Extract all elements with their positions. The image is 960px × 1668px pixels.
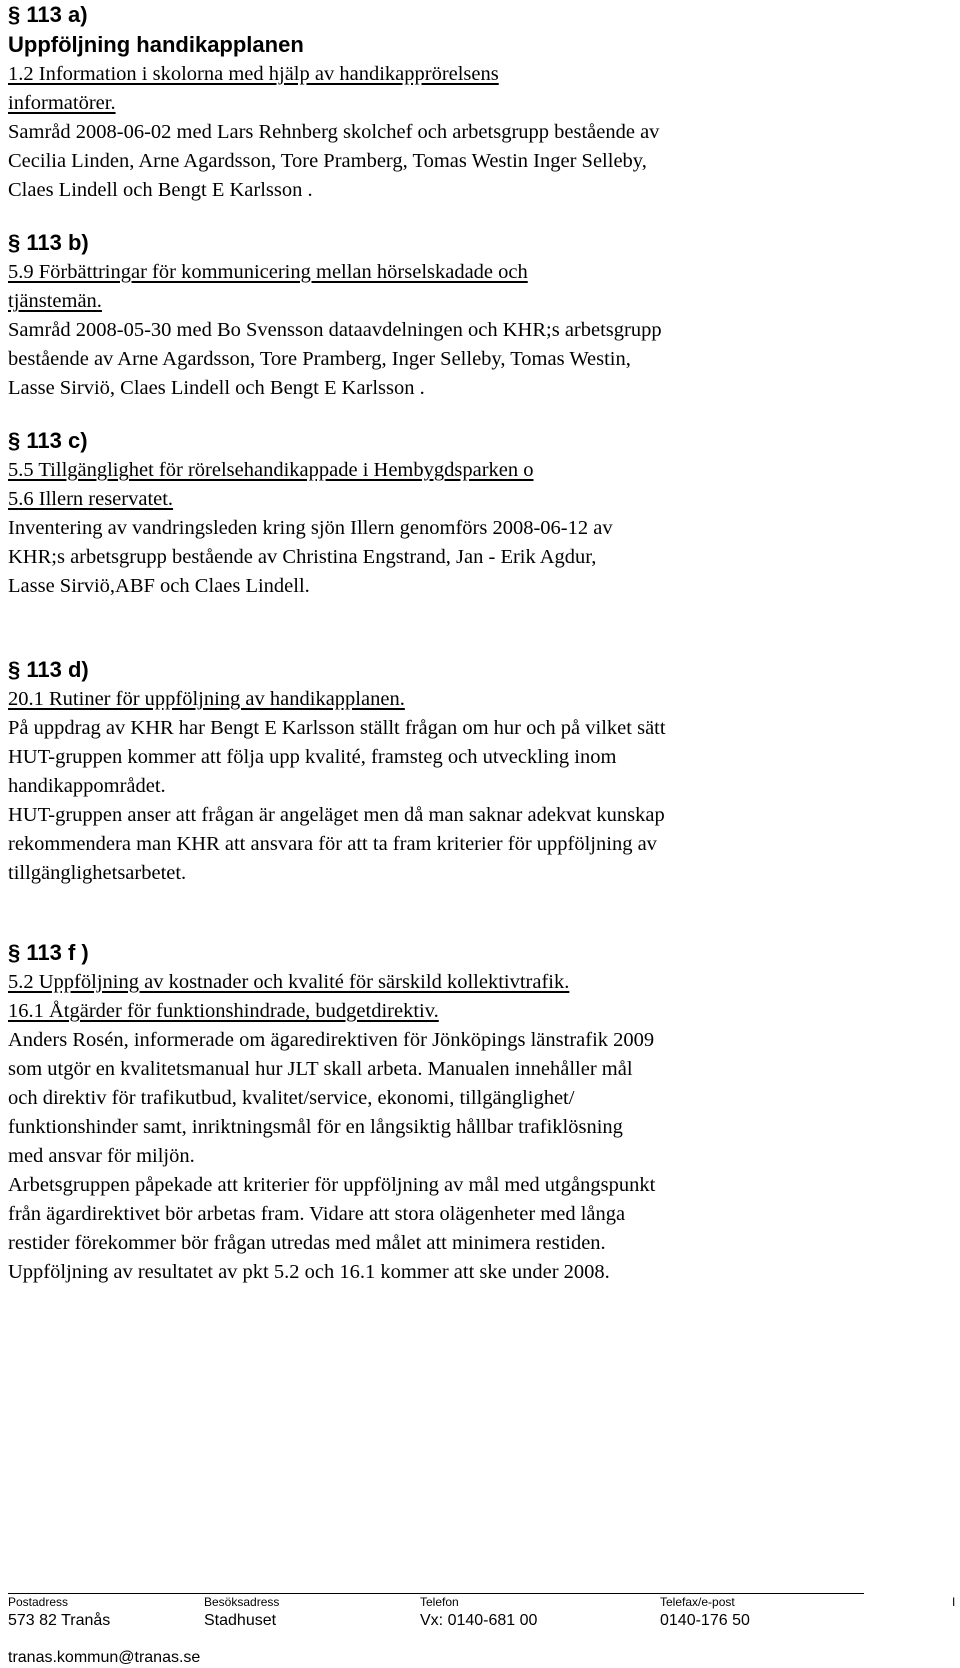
footer-label: Telefon (420, 1595, 459, 1609)
body-line: Inventering av vandringsleden kring sjön Illern genomförs 2008-06-12 av (8, 517, 613, 539)
footer-email: tranas.kommun@tranas.se (8, 1649, 201, 1666)
body-line: rekommendera man KHR att ansvara för att ta fram kriterier för uppföljning av (8, 833, 657, 855)
body-line: Lasse Sirviö, Claes Lindell och Bengt E Karlsson . (8, 377, 425, 399)
footer-visiting-address (204, 1593, 279, 1631)
body-line: med ansvar för miljön. (8, 1145, 195, 1167)
section-title: § 113 b) (8, 230, 89, 255)
section-113-b (8, 228, 908, 403)
section-subtitle: tjänstemän. (8, 290, 102, 312)
body-line: KHR;s arbetsgrupp bestående av Christina Engstrand, Jan - Erik Agdur, (8, 546, 597, 568)
footer-value: 0140-176 50 (660, 1612, 750, 1629)
footer-label: Telefax/e-post (660, 1595, 735, 1609)
body-line: som utgör en kvalitetsmanual hur JLT skall arbeta. Manualen innehåller mål (8, 1058, 633, 1080)
section-title: § 113 c) (8, 428, 88, 453)
footer-fax-email (660, 1593, 750, 1631)
section-subtitle: 5.5 Tillgänglighet för rörelsehandikappade i Hembygdsparken o (8, 459, 534, 481)
body-line: funktionshinder samt, inriktningsmål för en långsiktig hållbar trafiklösning (8, 1116, 623, 1138)
document-heading: Uppföljning handikapplanen (8, 32, 304, 57)
section-title: § 113 a) (8, 2, 88, 27)
section-113-f (8, 938, 908, 1287)
section-113-a (8, 0, 908, 205)
section-title: § 113 d) (8, 657, 89, 682)
body-line: Claes Lindell och Bengt E Karlsson . (8, 179, 313, 201)
body-line: Samråd 2008-06-02 med Lars Rehnberg skolchef och arbetsgrupp bestående av (8, 121, 660, 143)
body-line: Anders Rosén, informerade om ägaredirektiven för Jönköpings länstrafik 2009 (8, 1029, 655, 1051)
body-line: HUT-gruppen anser att frågan är angeläget men då man saknar adekvat kunskap (8, 804, 665, 826)
body-line: På uppdrag av KHR har Bengt E Karlsson ställt frågan om hur och på vilket sätt (8, 717, 666, 739)
footer-label: Postadress (8, 1595, 69, 1609)
body-line: Arbetsgruppen påpekade att kriterier för uppföljning av mål med utgångspunkt (8, 1174, 656, 1196)
body-line: Cecilia Linden, Arne Agardsson, Tore Pramberg, Tomas Westin Inger Selleby, (8, 150, 647, 172)
body-line: och direktiv för trafikutbud, kvalitet/service, ekonomi, tillgänglighet/ (8, 1087, 575, 1109)
section-113-d (8, 655, 908, 888)
footer-phone (420, 1593, 537, 1631)
body-line: handikappområdet. (8, 775, 166, 797)
body-line: restider förekommer bör frågan utredas med målet att minimera restiden. (8, 1232, 606, 1254)
body-line: från ägardirektivet bör arbetas fram. Vidare att stora olägenheter med långa (8, 1203, 626, 1225)
section-subtitle: 20.1 Rutiner för uppföljning av handikapplanen. (8, 688, 405, 710)
section-subtitle: 1.2 Information i skolorna med hjälp av handikapprörelsens (8, 63, 499, 85)
body-line: bestående av Arne Agardsson, Tore Pramberg, Inger Selleby, Tomas Westin, (8, 348, 631, 370)
footer-value: Stadhuset (204, 1612, 277, 1629)
footer-value: 573 82 Tranås (8, 1612, 111, 1629)
section-subtitle: 5.2 Uppföljning av kostnader och kvalité för särskild kollektivtrafik. (8, 971, 570, 993)
body-line: Uppföljning av resultatet av pkt 5.2 och 16.1 kommer att ske under 2008. (8, 1261, 610, 1283)
footer-postal-address (8, 1593, 110, 1631)
section-subtitle: 16.1 Åtgärder för funktionshindrade, budgetdirektiv. (8, 1000, 439, 1022)
section-subtitle: 5.9 Förbättringar för kommunicering mellan hörselskadade och (8, 261, 528, 283)
footer-value: Vx: 0140-681 00 (420, 1612, 538, 1629)
footer-edge-mark: I (952, 1595, 956, 1609)
body-line: Lasse Sirviö,ABF och Claes Lindell. (8, 575, 310, 597)
footer-label: Besöksadress (204, 1595, 280, 1609)
body-line: Samråd 2008-05-30 med Bo Svensson dataavdelningen och KHR;s arbetsgrupp (8, 319, 662, 341)
body-line: HUT-gruppen kommer att följa upp kvalité, framsteg och utveckling inom (8, 746, 617, 768)
section-subtitle: informatörer. (8, 92, 116, 114)
section-title: § 113 f ) (8, 940, 89, 965)
body-line: tillgänglighetsarbetet. (8, 862, 187, 884)
section-subtitle: 5.6 Illern reservatet. (8, 488, 174, 510)
section-113-c (8, 426, 908, 601)
